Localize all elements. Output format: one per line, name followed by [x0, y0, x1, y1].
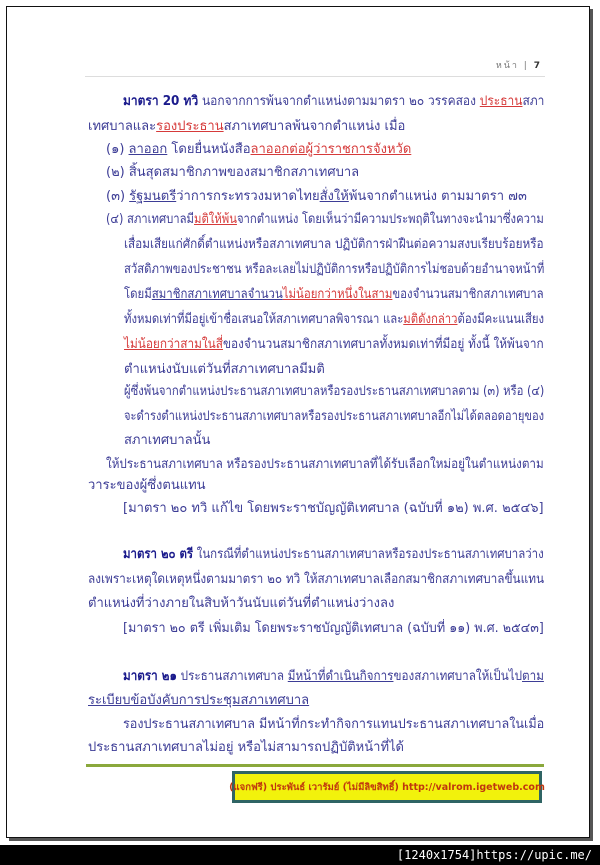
- text-run: สภาเทศบาลพ้นจากตำแหน่ง เมื่อ: [223, 119, 406, 134]
- text-line: [124, 236, 544, 254]
- text-run: สวัสดิภาพของประชาชน หรือละเลยไม่ปฏิบัติการหรือปฏิบัติการไม่ชอบด้วยอำนาจหน้าที่: [124, 262, 545, 277]
- page-number: 7: [533, 61, 542, 71]
- section-heading: มาตรา ๒๐ ตรี: [123, 547, 194, 562]
- text-run: ว่าการกระทรวงมหาดไทย: [176, 189, 320, 204]
- text-run: ตำแหน่งที่ว่างภายในสิบห้าวันนับแต่วันที่ตำแหน่งว่างลง: [88, 596, 395, 611]
- section-heading: มาตรา ๒๑: [123, 669, 177, 684]
- text-run: (๓): [106, 189, 130, 204]
- watermark-text: [1240x1754]https://upic.me/: [396, 848, 592, 862]
- highlighted-phrase-red: ลาออกต่อผู้ว่าราชการจังหวัด: [250, 142, 412, 157]
- text-line: [123, 500, 544, 518]
- underlined-phrase: รัฐมนตรี: [129, 189, 177, 204]
- text-line: [124, 383, 544, 401]
- text-run: โดยยื่นหนังสือ: [167, 142, 251, 157]
- page-header: [496, 58, 542, 72]
- underlined-phrase: มีหน้าที่ดำเนินกิจการ: [287, 669, 394, 684]
- text-line: [106, 188, 527, 206]
- highlighted-phrase-red: รองประธาน: [156, 119, 224, 134]
- text-line: [124, 311, 544, 329]
- text-run: ของสภาเทศบาลให้เป็นไป: [393, 669, 523, 684]
- highlighted-phrase-red: มติดังกล่าว: [403, 312, 458, 327]
- section-heading: มาตรา 20 ทวิ: [123, 94, 199, 109]
- text-line: [123, 620, 544, 638]
- text-line: [88, 595, 394, 613]
- text-run: ลงเพราะเหตุใดเหตุหนึ่งตามมาตรา ๒๐ ทวิ ให้สภาเทศบาลเลือกสมาชิกสภาเทศบาลขึ้นแทน: [88, 572, 545, 587]
- text-run: เสื่อมเสียแก่ศักดิ์ตำแหน่งหรือสภาเทศบาล ปฏิบัติการฝ่าฝืนต่อความสงบเรียบร้อยหรือ: [124, 237, 544, 252]
- text-line: [88, 692, 309, 710]
- text-line: [106, 141, 411, 159]
- text-line: [124, 408, 544, 426]
- text-line: [106, 164, 359, 182]
- footer-credit-box: [229, 771, 545, 803]
- text-line: [106, 211, 544, 229]
- text-run: ทั้งหมดเท่าที่มีอยู่เข้าชื่อเสนอให้สภาเทศบาลพิจารณา และ: [124, 312, 404, 327]
- text-run: ของจำนวนสมาชิกสภาเทศบาลทั้งหมดเท่าที่มีอยู่ ทั้งนี้ ให้พ้นจาก: [222, 337, 544, 352]
- text-line: [124, 261, 544, 279]
- text-run: ผู้ซึ่งพ้นจากตำแหน่งประธานสภาเทศบาลหรือรองประธานสภาเทศบาลตาม (๓) หรือ (๔): [124, 384, 545, 399]
- text-line: [124, 361, 325, 379]
- underlined-phrase: ระเบียบข้อบังคับการประชุมสภาเทศบาล: [88, 693, 310, 708]
- underlined-phrase: สมาชิกสภาเทศบาลจำนวน: [151, 287, 283, 302]
- text-run: (๔) สภาเทศบาลมี: [106, 212, 195, 227]
- text-run: ในกรณีที่ตำแหน่งประธานสภาเทศบาลหรือรองประธานสภาเทศบาลว่าง: [193, 547, 544, 562]
- text-run: ต้องมีคะแนนเสียง: [457, 312, 545, 327]
- footer-divider: [86, 764, 544, 767]
- text-line: [106, 456, 544, 474]
- underlined-phrase: สั่งให้: [319, 189, 349, 204]
- text-line: [88, 739, 404, 757]
- text-line: [123, 668, 544, 686]
- text-run: ประธานสภาเทศบาลไม่อยู่ หรือไม่สามารถปฏิบัติหน้าที่ได้: [88, 740, 404, 755]
- text-run: เทศบาลและ: [88, 119, 157, 134]
- header-divider: [85, 76, 545, 77]
- image-watermark-bar: [0, 845, 600, 865]
- text-line: [88, 571, 544, 589]
- text-run: ประธานสภาเทศบาล: [176, 669, 288, 684]
- text-line: [123, 546, 544, 564]
- text-run: ของจำนวนสมาชิกสภาเทศบาล: [392, 287, 544, 302]
- text-run: ให้ประธานสภาเทศบาล หรือรองประธานสภาเทศบาลที่ได้รับเลือกใหม่อยู่ในตำแหน่งตาม: [106, 457, 544, 472]
- text-line: [88, 477, 206, 495]
- text-run: ตำแหน่งนับแต่วันที่สภาเทศบาลมีมติ: [124, 362, 325, 377]
- text-run: รองประธานสภาเทศบาล มีหน้าที่กระทำกิจการแทนประธานสภาเทศบาลในเมื่อ: [123, 717, 545, 732]
- highlighted-phrase-red: ไม่น้อยกว่าสามในสี่: [124, 337, 223, 352]
- text-run: จากตำแหน่ง โดยเห็นว่ามีความประพฤติในทางจะนำมาซึ่งความ: [236, 212, 544, 227]
- text-line: [123, 716, 544, 734]
- text-line: [123, 93, 544, 111]
- underlined-phrase: ตาม: [522, 669, 544, 684]
- text-line: [124, 286, 544, 304]
- highlighted-phrase-red: ประธาน: [479, 94, 523, 109]
- underlined-phrase: ลาออก: [128, 142, 168, 157]
- text-run: สภา: [522, 94, 545, 109]
- highlighted-phrase-red: มติให้พ้น: [194, 212, 237, 227]
- text-run: (๑): [106, 142, 129, 157]
- highlighted-phrase-red: ไม่น้อยกว่าหนึ่งในสาม: [282, 287, 393, 302]
- text-line: [124, 336, 544, 354]
- text-line: [124, 432, 210, 450]
- text-line: [88, 118, 405, 136]
- text-run: โดยมี: [124, 287, 152, 302]
- text-run: สภาเทศบาลนั้น: [124, 433, 211, 448]
- text-run: จะดำรงตำแหน่งประธานสภาเทศบาลหรือรองประธานสภาเทศบาลอีกไม่ได้ตลอดอายุของ: [124, 409, 545, 424]
- text-run: นอกจากการพ้นจากตำแหน่งตามมาตรา ๒๐ วรรคสอง: [198, 94, 480, 109]
- footer-credit-text: (แจกฟรี) ประพันธ์ เวารัมย์ (ไม่มีลิขสิทธิ์) http://valrom.igetweb.com: [229, 781, 545, 793]
- text-run: พ้นจากตำแหน่ง ตามมาตรา ๗๓: [348, 189, 527, 204]
- text-run: [มาตรา ๒๐ ทวิ แก้ไข โดยพระราชบัญญัติเทศบาล (ฉบับที่ ๑๒) พ.ศ. ๒๕๔๖]: [123, 501, 544, 516]
- text-run: วาระของผู้ซึ่งตนแทน: [88, 478, 206, 493]
- text-run: [มาตรา ๒๐ ตรี เพิ่มเติม โดยพระราชบัญญัติเทศบาล (ฉบับที่ ๑๑) พ.ศ. ๒๕๔๓]: [123, 621, 544, 636]
- page-label: หน้า |: [495, 61, 529, 71]
- text-run: (๒) สิ้นสุดสมาชิกภาพของสมาชิกสภาเทศบาล: [106, 165, 360, 180]
